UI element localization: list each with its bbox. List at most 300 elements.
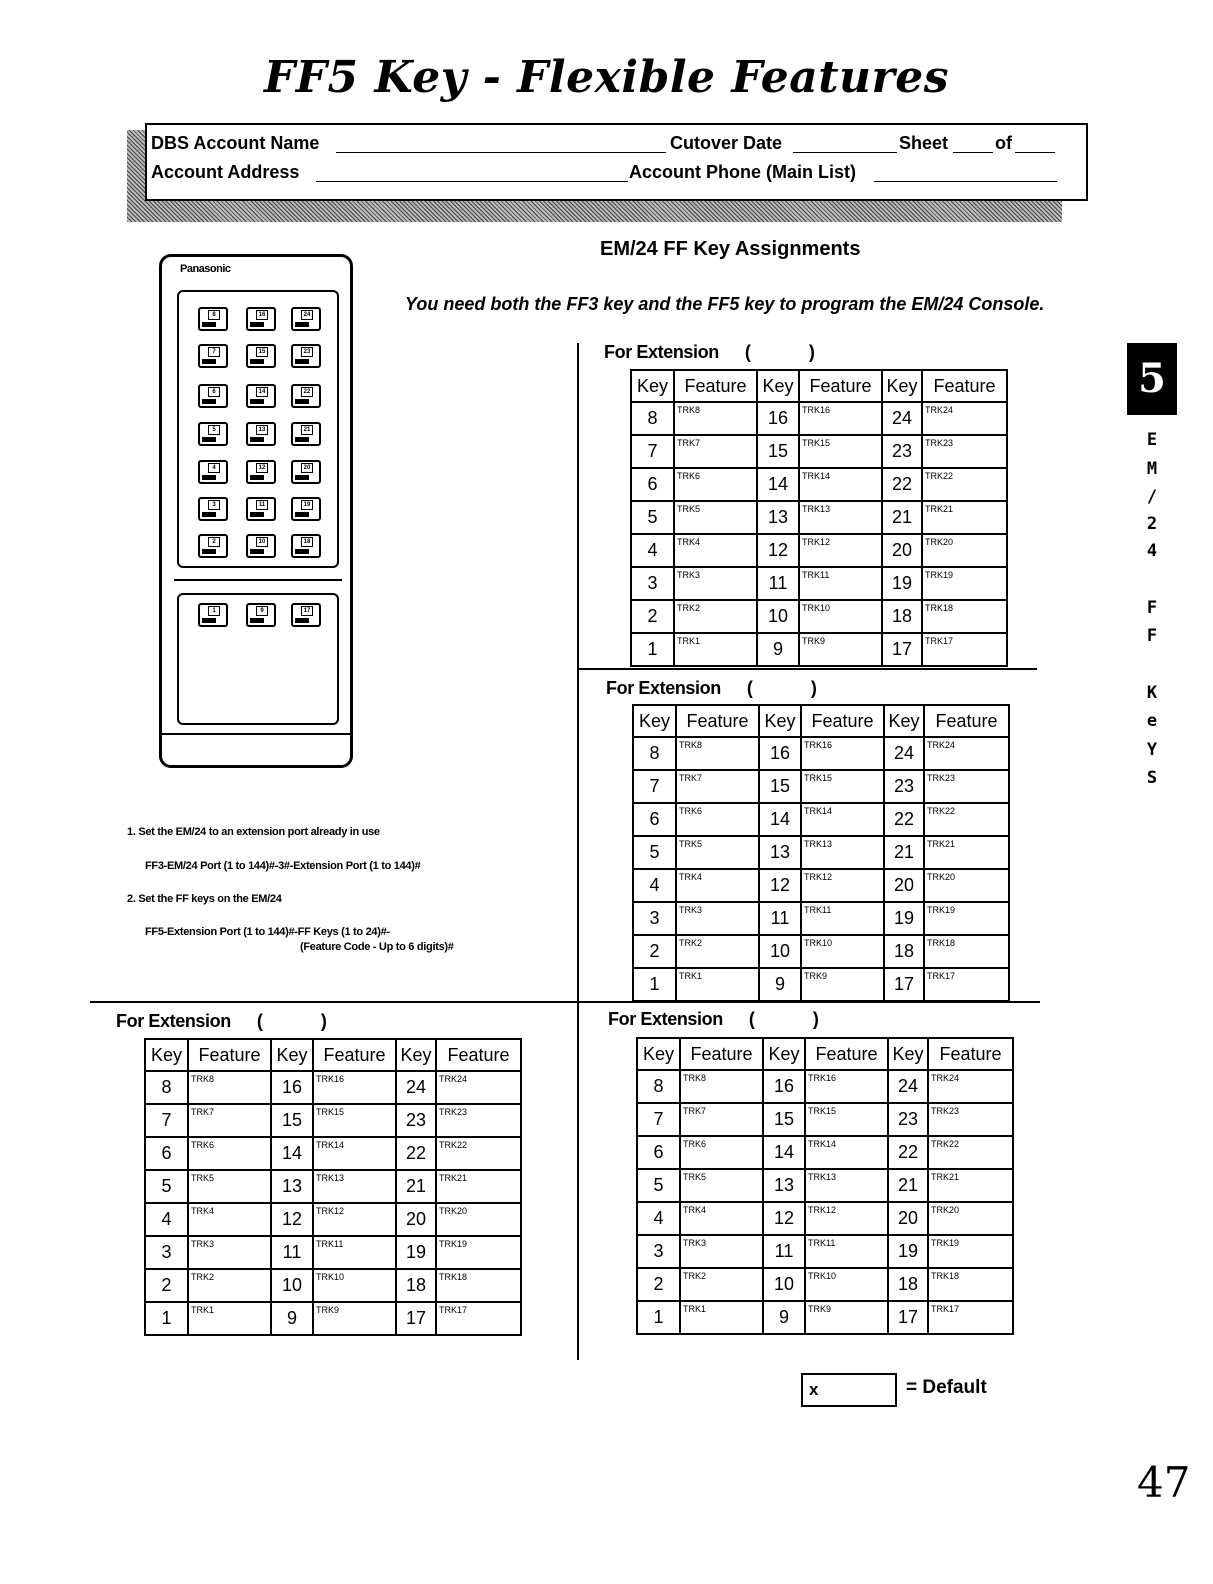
extension-number-field[interactable] bbox=[745, 342, 809, 363]
table-row bbox=[637, 1235, 1013, 1268]
feature-cell[interactable]: TRK15 bbox=[801, 770, 884, 803]
feature-column-header: Feature bbox=[805, 1038, 888, 1070]
chapter-tab-letter: 4 bbox=[1146, 541, 1158, 561]
key-number-cell: 18 bbox=[396, 1269, 436, 1302]
key-number-cell: 6 bbox=[637, 1136, 680, 1169]
feature-cell[interactable]: TRK20 bbox=[924, 869, 1009, 902]
device-key-number: 10 bbox=[256, 537, 268, 547]
key-column-header: Key bbox=[763, 1038, 805, 1070]
feature-cell[interactable]: TRK22 bbox=[922, 468, 1007, 501]
device-key-led bbox=[250, 549, 264, 554]
key-number-cell: 15 bbox=[759, 770, 801, 803]
key-number-cell: 3 bbox=[631, 567, 674, 600]
table-row bbox=[637, 1103, 1013, 1136]
key-number-cell: 4 bbox=[631, 534, 674, 567]
key-number-cell: 18 bbox=[884, 935, 924, 968]
table-row bbox=[145, 1236, 521, 1269]
device-key-led bbox=[250, 399, 264, 404]
feature-column-header: Feature bbox=[928, 1038, 1013, 1070]
device-key-number: 19 bbox=[301, 500, 313, 510]
key-number-cell: 12 bbox=[757, 534, 799, 567]
device-key-number: 8 bbox=[208, 310, 220, 320]
device-key bbox=[198, 307, 228, 331]
device-key-number: 23 bbox=[301, 347, 313, 357]
device-key bbox=[291, 307, 321, 331]
default-legend-box: x bbox=[801, 1373, 897, 1407]
feature-cell[interactable]: TRK1 bbox=[188, 1302, 271, 1335]
key-number-cell: 7 bbox=[633, 770, 676, 803]
key-number-cell: 6 bbox=[145, 1137, 188, 1170]
key-number-cell: 14 bbox=[757, 468, 799, 501]
feature-cell[interactable]: TRK20 bbox=[922, 534, 1007, 567]
key-number-cell: 22 bbox=[884, 803, 924, 836]
instruction-note: You need both the FF3 key and the FF5 key to program the EM/24 Console. bbox=[405, 294, 1045, 314]
key-number-cell: 19 bbox=[396, 1236, 436, 1269]
key-number-cell: 6 bbox=[633, 803, 676, 836]
step-1-code: FF3-EM/24 Port (1 to 144)#-3#-Extension Port (1 to 144)# bbox=[145, 860, 421, 872]
key-column-header: Key bbox=[884, 705, 924, 737]
account-phone-field[interactable] bbox=[874, 163, 1057, 182]
key-number-cell: 2 bbox=[633, 935, 676, 968]
feature-column-header: Feature bbox=[680, 1038, 763, 1070]
table-row bbox=[145, 1137, 521, 1170]
feature-cell[interactable]: TRK6 bbox=[680, 1136, 763, 1169]
device-key-number: 16 bbox=[256, 310, 268, 320]
device-key bbox=[246, 422, 276, 446]
feature-cell[interactable]: TRK4 bbox=[676, 869, 759, 902]
key-number-cell: 11 bbox=[759, 902, 801, 935]
feature-column-header: Feature bbox=[188, 1039, 271, 1071]
ff-key-table bbox=[144, 1038, 522, 1336]
feature-cell[interactable]: TRK2 bbox=[680, 1268, 763, 1301]
device-key bbox=[246, 603, 276, 627]
feature-cell[interactable]: TRK12 bbox=[805, 1202, 888, 1235]
sheet-total-field[interactable] bbox=[1015, 134, 1055, 153]
account-name-label: DBS Account Name bbox=[151, 133, 320, 153]
key-number-cell: 17 bbox=[882, 633, 922, 666]
key-number-cell: 23 bbox=[884, 770, 924, 803]
feature-cell[interactable]: TRK18 bbox=[928, 1268, 1013, 1301]
table-row bbox=[637, 1169, 1013, 1202]
feature-cell[interactable]: TRK17 bbox=[922, 633, 1007, 666]
feature-cell[interactable]: TRK3 bbox=[676, 902, 759, 935]
key-number-cell: 8 bbox=[145, 1071, 188, 1104]
feature-cell[interactable]: TRK10 bbox=[801, 935, 884, 968]
feature-cell[interactable]: TRK1 bbox=[676, 968, 759, 1001]
step-2-code-cont: (Feature Code - Up to 6 digits)# bbox=[300, 941, 454, 953]
feature-cell[interactable]: TRK6 bbox=[674, 468, 757, 501]
feature-cell[interactable]: TRK13 bbox=[799, 501, 882, 534]
device-key bbox=[198, 460, 228, 484]
key-number-cell: 5 bbox=[631, 501, 674, 534]
device-key-led bbox=[295, 549, 309, 554]
device-key bbox=[291, 534, 321, 558]
device-key-led bbox=[250, 322, 264, 327]
key-number-cell: 9 bbox=[763, 1301, 805, 1334]
chapter-tab: 5 bbox=[1127, 343, 1177, 415]
table-header-row bbox=[145, 1039, 521, 1071]
feature-cell[interactable]: TRK23 bbox=[928, 1103, 1013, 1136]
device-key bbox=[246, 460, 276, 484]
feature-cell[interactable]: TRK4 bbox=[188, 1203, 271, 1236]
device-key-number: 7 bbox=[208, 347, 220, 357]
key-number-cell: 11 bbox=[763, 1235, 805, 1268]
key-column-header: Key bbox=[759, 705, 801, 737]
feature-cell[interactable]: TRK21 bbox=[922, 501, 1007, 534]
device-key-number: 2 bbox=[208, 537, 220, 547]
device-key bbox=[291, 603, 321, 627]
device-key bbox=[246, 307, 276, 331]
table-row bbox=[631, 534, 1007, 567]
account-address-field[interactable] bbox=[316, 163, 628, 182]
ff-key-table bbox=[632, 704, 1010, 1002]
key-number-cell: 18 bbox=[888, 1268, 928, 1301]
device-key-number: 14 bbox=[256, 387, 268, 397]
sheet-field[interactable] bbox=[953, 134, 993, 153]
feature-cell[interactable]: TRK17 bbox=[924, 968, 1009, 1001]
of-label: of bbox=[995, 133, 1012, 153]
key-number-cell: 17 bbox=[888, 1301, 928, 1334]
feature-cell[interactable]: TRK2 bbox=[188, 1269, 271, 1302]
feature-cell[interactable]: TRK9 bbox=[799, 633, 882, 666]
table-row bbox=[145, 1203, 521, 1236]
device-key-number: 9 bbox=[256, 606, 268, 616]
feature-cell[interactable]: TRK11 bbox=[805, 1235, 888, 1268]
feature-cell[interactable]: TRK11 bbox=[801, 902, 884, 935]
device-key-number: 13 bbox=[256, 425, 268, 435]
key-number-cell: 21 bbox=[396, 1170, 436, 1203]
feature-cell[interactable]: TRK22 bbox=[924, 803, 1009, 836]
key-column-header: Key bbox=[882, 370, 922, 402]
device-key-led bbox=[202, 437, 216, 442]
chapter-tab-letter: Y bbox=[1146, 740, 1158, 760]
cutover-date-label: Cutover Date bbox=[670, 133, 783, 153]
feature-cell[interactable]: TRK5 bbox=[680, 1169, 763, 1202]
feature-cell[interactable]: TRK16 bbox=[805, 1070, 888, 1103]
extension-number-field[interactable] bbox=[257, 1011, 321, 1032]
device-key bbox=[291, 497, 321, 521]
feature-cell[interactable]: TRK1 bbox=[674, 633, 757, 666]
chapter-tab-letter: / bbox=[1146, 487, 1158, 507]
table-row bbox=[637, 1202, 1013, 1235]
feature-cell[interactable]: TRK11 bbox=[799, 567, 882, 600]
paren-close: ) bbox=[812, 1009, 819, 1029]
device-key-led bbox=[202, 322, 216, 327]
device-key-led bbox=[202, 399, 216, 404]
feature-cell[interactable]: TRK8 bbox=[674, 402, 757, 435]
chapter-tab-letter: E bbox=[1146, 430, 1158, 450]
key-number-cell: 9 bbox=[757, 633, 799, 666]
key-number-cell: 9 bbox=[759, 968, 801, 1001]
key-number-cell: 20 bbox=[396, 1203, 436, 1236]
feature-cell[interactable]: TRK19 bbox=[436, 1236, 521, 1269]
device-key-number: 11 bbox=[256, 500, 268, 510]
feature-cell[interactable]: TRK19 bbox=[924, 902, 1009, 935]
key-number-cell: 10 bbox=[271, 1269, 313, 1302]
step-2-code: FF5-Extension Port (1 to 144)#-FF Keys (1 to 24)#- bbox=[145, 926, 390, 938]
device-key-led bbox=[202, 475, 216, 480]
default-legend-label: = Default bbox=[906, 1377, 987, 1398]
feature-cell[interactable]: TRK5 bbox=[676, 836, 759, 869]
feature-column-header: Feature bbox=[801, 705, 884, 737]
table-row bbox=[633, 737, 1009, 770]
key-number-cell: 22 bbox=[888, 1136, 928, 1169]
step-2-text: 2. Set the FF keys on the EM/24 bbox=[127, 893, 282, 905]
key-number-cell: 5 bbox=[633, 836, 676, 869]
feature-cell[interactable]: TRK24 bbox=[924, 737, 1009, 770]
device-brand: Panasonic bbox=[180, 263, 231, 275]
feature-cell[interactable]: TRK11 bbox=[313, 1236, 396, 1269]
feature-column-header: Feature bbox=[676, 705, 759, 737]
key-column-header: Key bbox=[637, 1038, 680, 1070]
feature-cell[interactable]: TRK21 bbox=[924, 836, 1009, 869]
device-key-led bbox=[250, 618, 264, 623]
page-title: FF5 Key - Flexible Features bbox=[264, 52, 949, 103]
key-number-cell: 24 bbox=[882, 402, 922, 435]
feature-cell[interactable]: TRK15 bbox=[799, 435, 882, 468]
feature-cell[interactable]: TRK9 bbox=[805, 1301, 888, 1334]
paren-open: ( bbox=[746, 678, 753, 698]
feature-cell[interactable]: TRK14 bbox=[801, 803, 884, 836]
feature-cell[interactable]: TRK24 bbox=[922, 402, 1007, 435]
account-phone-label: Account Phone (Main List) bbox=[629, 162, 856, 182]
feature-cell[interactable]: TRK20 bbox=[436, 1203, 521, 1236]
key-column-header: Key bbox=[888, 1038, 928, 1070]
device-key-number: 18 bbox=[301, 537, 313, 547]
extension-label-text: For Extension bbox=[606, 678, 721, 698]
feature-cell[interactable]: TRK12 bbox=[313, 1203, 396, 1236]
key-number-cell: 7 bbox=[145, 1104, 188, 1137]
feature-cell[interactable]: TRK15 bbox=[313, 1104, 396, 1137]
feature-cell[interactable]: TRK10 bbox=[799, 600, 882, 633]
feature-cell[interactable]: TRK9 bbox=[313, 1302, 396, 1335]
key-number-cell: 8 bbox=[633, 737, 676, 770]
table-row bbox=[633, 836, 1009, 869]
feature-cell[interactable]: TRK18 bbox=[922, 600, 1007, 633]
feature-cell[interactable]: TRK8 bbox=[188, 1071, 271, 1104]
feature-cell[interactable]: TRK6 bbox=[188, 1137, 271, 1170]
em24-console-illustration bbox=[159, 254, 353, 768]
key-number-cell: 13 bbox=[759, 836, 801, 869]
key-number-cell: 3 bbox=[633, 902, 676, 935]
table-row bbox=[633, 968, 1009, 1001]
table-row bbox=[637, 1136, 1013, 1169]
key-number-cell: 1 bbox=[145, 1302, 188, 1335]
feature-cell[interactable]: TRK13 bbox=[805, 1169, 888, 1202]
key-number-cell: 19 bbox=[882, 567, 922, 600]
feature-cell[interactable]: TRK3 bbox=[188, 1236, 271, 1269]
key-number-cell: 24 bbox=[884, 737, 924, 770]
key-number-cell: 22 bbox=[396, 1137, 436, 1170]
chapter-tab-letter: F bbox=[1146, 598, 1158, 618]
feature-cell[interactable]: TRK14 bbox=[799, 468, 882, 501]
feature-cell[interactable]: TRK21 bbox=[436, 1170, 521, 1203]
key-number-cell: 1 bbox=[631, 633, 674, 666]
feature-cell[interactable]: TRK16 bbox=[313, 1071, 396, 1104]
paren-open: ( bbox=[256, 1011, 263, 1031]
key-column-header: Key bbox=[145, 1039, 188, 1071]
account-address-label: Account Address bbox=[151, 162, 300, 182]
key-number-cell: 17 bbox=[884, 968, 924, 1001]
page-number: 47 bbox=[1137, 1458, 1191, 1507]
feature-cell[interactable]: TRK18 bbox=[436, 1269, 521, 1302]
key-number-cell: 15 bbox=[271, 1104, 313, 1137]
device-key bbox=[246, 344, 276, 368]
feature-cell[interactable]: TRK13 bbox=[313, 1170, 396, 1203]
feature-cell[interactable]: TRK24 bbox=[436, 1071, 521, 1104]
extension-label bbox=[116, 1011, 326, 1032]
feature-cell[interactable]: TRK22 bbox=[436, 1137, 521, 1170]
feature-cell[interactable]: TRK18 bbox=[924, 935, 1009, 968]
feature-cell[interactable]: TRK10 bbox=[313, 1269, 396, 1302]
chapter-tab-letter: K bbox=[1146, 683, 1158, 703]
key-number-cell: 20 bbox=[888, 1202, 928, 1235]
extension-label-text: For Extension bbox=[608, 1009, 723, 1029]
device-key-led bbox=[250, 359, 264, 364]
extension-label-text: For Extension bbox=[604, 342, 719, 362]
device-key-led bbox=[295, 437, 309, 442]
feature-cell[interactable]: TRK12 bbox=[799, 534, 882, 567]
feature-cell[interactable]: TRK15 bbox=[805, 1103, 888, 1136]
feature-cell[interactable]: TRK19 bbox=[928, 1235, 1013, 1268]
key-number-cell: 15 bbox=[757, 435, 799, 468]
key-number-cell: 17 bbox=[396, 1302, 436, 1335]
table-row bbox=[631, 402, 1007, 435]
device-key bbox=[291, 422, 321, 446]
feature-cell[interactable]: TRK3 bbox=[680, 1235, 763, 1268]
feature-cell[interactable]: TRK9 bbox=[801, 968, 884, 1001]
table-row bbox=[631, 567, 1007, 600]
key-number-cell: 10 bbox=[759, 935, 801, 968]
chapter-tab-letter: 2 bbox=[1146, 514, 1158, 534]
feature-cell[interactable]: TRK17 bbox=[928, 1301, 1013, 1334]
device-key bbox=[198, 422, 228, 446]
feature-cell[interactable]: TRK19 bbox=[922, 567, 1007, 600]
feature-cell[interactable]: TRK3 bbox=[674, 567, 757, 600]
feature-cell[interactable]: TRK5 bbox=[674, 501, 757, 534]
key-number-cell: 23 bbox=[882, 435, 922, 468]
horizontal-divider-right bbox=[579, 668, 1037, 670]
ff-key-table bbox=[636, 1037, 1014, 1335]
key-number-cell: 19 bbox=[888, 1235, 928, 1268]
feature-cell[interactable]: TRK2 bbox=[676, 935, 759, 968]
device-key-led bbox=[202, 549, 216, 554]
key-number-cell: 13 bbox=[271, 1170, 313, 1203]
feature-cell[interactable]: TRK22 bbox=[928, 1136, 1013, 1169]
feature-cell[interactable]: TRK5 bbox=[188, 1170, 271, 1203]
table-row bbox=[145, 1269, 521, 1302]
extension-label bbox=[604, 342, 814, 363]
device-key-led bbox=[250, 475, 264, 480]
feature-cell[interactable]: TRK17 bbox=[436, 1302, 521, 1335]
device-key bbox=[246, 534, 276, 558]
feature-cell[interactable]: TRK7 bbox=[680, 1103, 763, 1136]
feature-cell[interactable]: TRK6 bbox=[676, 803, 759, 836]
key-number-cell: 21 bbox=[888, 1169, 928, 1202]
feature-cell[interactable]: TRK23 bbox=[436, 1104, 521, 1137]
device-key-led bbox=[295, 618, 309, 623]
key-column-header: Key bbox=[396, 1039, 436, 1071]
sheet-label: Sheet bbox=[899, 133, 949, 153]
feature-cell[interactable]: TRK1 bbox=[680, 1301, 763, 1334]
key-number-cell: 19 bbox=[884, 902, 924, 935]
device-key-number: 15 bbox=[256, 347, 268, 357]
ff-key-table bbox=[630, 369, 1008, 667]
cutover-date-field[interactable] bbox=[793, 134, 897, 153]
paren-close: ) bbox=[810, 678, 817, 698]
feature-cell[interactable]: TRK21 bbox=[928, 1169, 1013, 1202]
table-header-row bbox=[637, 1038, 1013, 1070]
extension-number-field[interactable] bbox=[749, 1009, 813, 1030]
device-key-number: 22 bbox=[301, 387, 313, 397]
feature-cell[interactable]: TRK7 bbox=[676, 770, 759, 803]
key-number-cell: 16 bbox=[271, 1071, 313, 1104]
device-key bbox=[246, 384, 276, 408]
feature-cell[interactable]: TRK10 bbox=[805, 1268, 888, 1301]
key-number-cell: 4 bbox=[637, 1202, 680, 1235]
account-name-field[interactable] bbox=[336, 134, 666, 153]
feature-cell[interactable]: TRK16 bbox=[799, 402, 882, 435]
extension-number-field[interactable] bbox=[747, 678, 811, 699]
key-column-header: Key bbox=[633, 705, 676, 737]
device-key-number: 12 bbox=[256, 463, 268, 473]
key-number-cell: 16 bbox=[757, 402, 799, 435]
feature-cell[interactable]: TRK14 bbox=[805, 1136, 888, 1169]
feature-cell[interactable]: TRK23 bbox=[922, 435, 1007, 468]
feature-cell[interactable]: TRK4 bbox=[680, 1202, 763, 1235]
key-number-cell: 5 bbox=[637, 1169, 680, 1202]
device-key-number: 17 bbox=[301, 606, 313, 616]
key-number-cell: 7 bbox=[631, 435, 674, 468]
device-key bbox=[291, 460, 321, 484]
key-number-cell: 21 bbox=[882, 501, 922, 534]
device-key-led bbox=[295, 475, 309, 480]
feature-cell[interactable]: TRK24 bbox=[928, 1070, 1013, 1103]
feature-cell[interactable]: TRK20 bbox=[928, 1202, 1013, 1235]
feature-column-header: Feature bbox=[799, 370, 882, 402]
feature-cell[interactable]: TRK12 bbox=[801, 869, 884, 902]
key-number-cell: 18 bbox=[882, 600, 922, 633]
vertical-divider bbox=[577, 343, 579, 1360]
key-number-cell: 9 bbox=[271, 1302, 313, 1335]
device-key bbox=[291, 384, 321, 408]
feature-cell[interactable]: TRK14 bbox=[313, 1137, 396, 1170]
table-row bbox=[145, 1302, 521, 1335]
device-key bbox=[198, 384, 228, 408]
key-number-cell: 14 bbox=[271, 1137, 313, 1170]
device-key bbox=[198, 603, 228, 627]
device-key-number: 6 bbox=[208, 387, 220, 397]
key-number-cell: 3 bbox=[145, 1236, 188, 1269]
device-key-number: 3 bbox=[208, 500, 220, 510]
feature-cell[interactable]: TRK2 bbox=[674, 600, 757, 633]
feature-cell[interactable]: TRK4 bbox=[674, 534, 757, 567]
feature-cell[interactable]: TRK8 bbox=[676, 737, 759, 770]
key-number-cell: 7 bbox=[637, 1103, 680, 1136]
feature-cell[interactable]: TRK13 bbox=[801, 836, 884, 869]
feature-cell[interactable]: TRK23 bbox=[924, 770, 1009, 803]
table-row bbox=[633, 935, 1009, 968]
key-number-cell: 13 bbox=[757, 501, 799, 534]
feature-cell[interactable]: TRK8 bbox=[680, 1070, 763, 1103]
device-key-led bbox=[250, 512, 264, 517]
feature-cell[interactable]: TRK16 bbox=[801, 737, 884, 770]
feature-cell[interactable]: TRK7 bbox=[674, 435, 757, 468]
feature-cell[interactable]: TRK7 bbox=[188, 1104, 271, 1137]
device-key-number: 20 bbox=[301, 463, 313, 473]
table-row bbox=[145, 1170, 521, 1203]
key-number-cell: 11 bbox=[271, 1236, 313, 1269]
